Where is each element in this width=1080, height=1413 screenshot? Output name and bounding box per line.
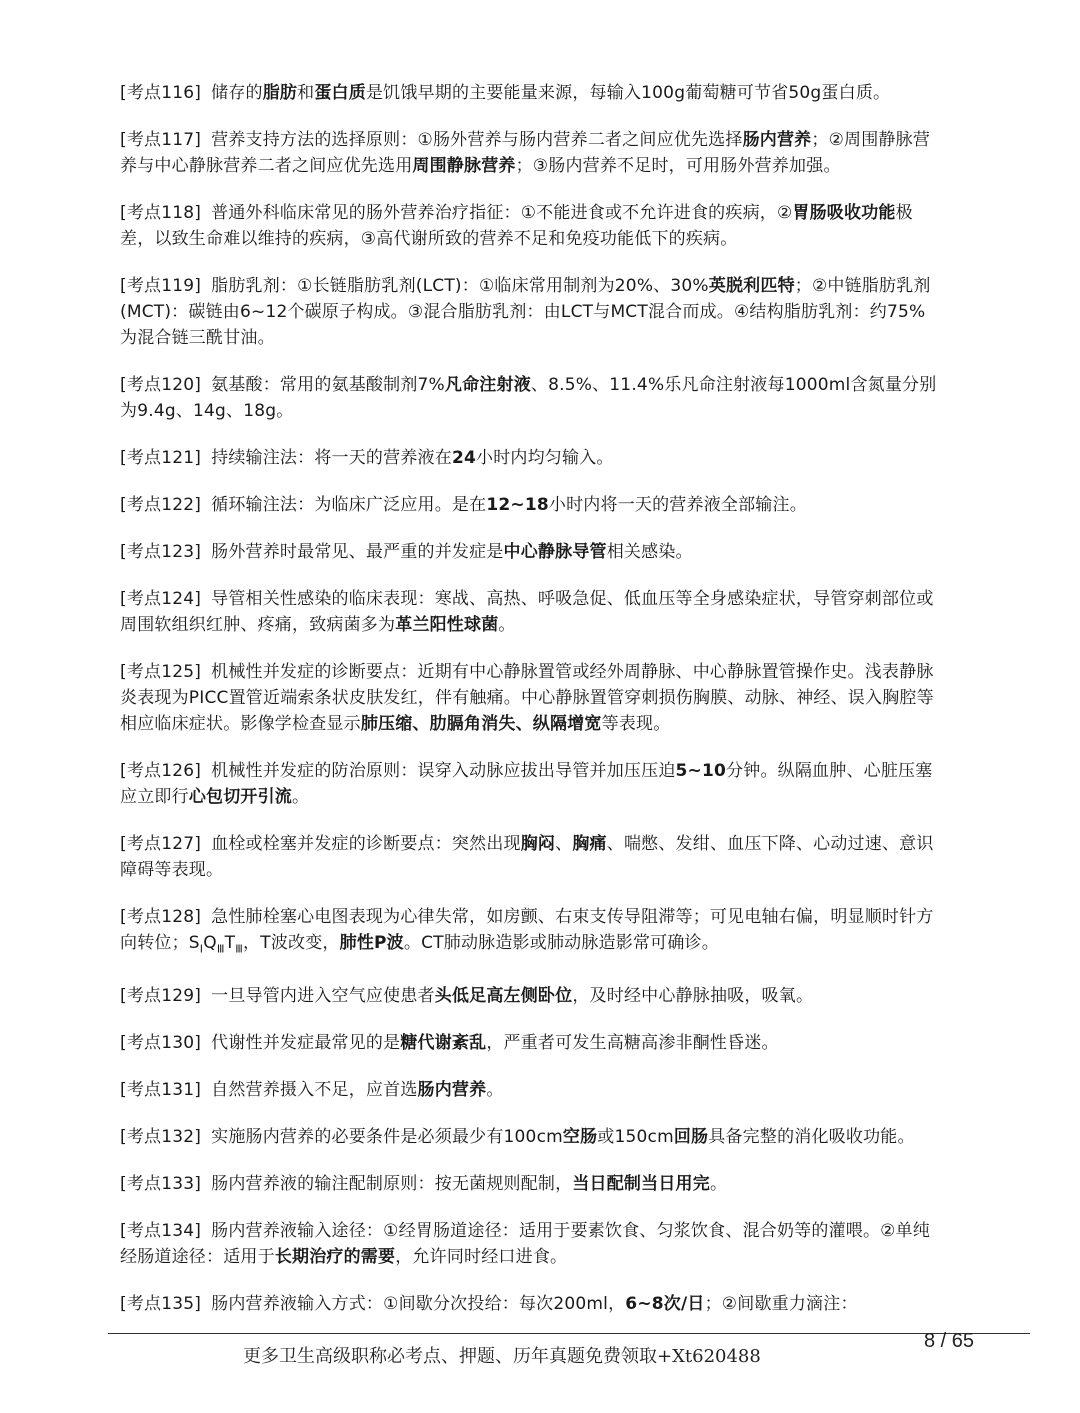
text-run: 机械性并发症的防治原则：误穿入动脉应拔出导管并加压压迫: [211, 761, 676, 781]
bold-keyword: 凡命注射液: [444, 375, 531, 395]
text-run: 、喘憋、发绀、血压下降、心动过速、意识障碍等表现。: [120, 834, 934, 880]
text-run: 是饥饿早期的主要能量来源，每输入100g葡萄糖可节省50g蛋白质。: [365, 83, 891, 103]
footer-divider: [108, 1333, 1030, 1334]
exam-point-tag: [考点119]: [120, 276, 202, 296]
exam-point-tag: [考点127]: [120, 834, 202, 854]
bold-keyword: 糖代谢紊乱: [400, 1033, 487, 1054]
exam-point-item: [120, 831, 938, 883]
exam-point-tag: [考点120]: [120, 375, 202, 395]
exam-point-item: [120, 1077, 938, 1103]
exam-point-tag: [考点124]: [120, 589, 202, 609]
exam-point-item: [120, 200, 938, 252]
exam-point-item: [120, 372, 938, 424]
bold-keyword: 胸闷: [520, 834, 556, 854]
bold-keyword: 6~8次/日: [625, 1294, 705, 1315]
text-run: ；③肠内营养不足时，可用肠外营养加强。: [515, 156, 841, 176]
text-run: 等表现。: [601, 714, 671, 734]
text-run: 储存的: [211, 83, 263, 103]
text-run: 小时内将一天的营养液全部输注。: [548, 495, 807, 515]
text-run: ；②间歇重力滴注：: [704, 1294, 858, 1315]
exam-point-item: [120, 539, 938, 565]
exam-point-item: [120, 273, 938, 351]
footer-promo-text: 更多卫生高级职称必考点、押题、历年真题免费领取+Xt620488: [243, 1346, 761, 1367]
text-run: 或150cm: [597, 1127, 674, 1148]
exam-point-tag: [考点133]: [120, 1174, 202, 1195]
exam-point-item: [120, 1291, 938, 1317]
bold-keyword: 空肠: [562, 1127, 598, 1148]
text-run: ；②周围静脉营养与中心静脉营养二者之间应优先选用: [120, 130, 931, 176]
bold-keyword: 蛋白质: [314, 83, 366, 103]
text-run: 。: [498, 615, 516, 635]
exam-point-tag: [考点135]: [120, 1294, 202, 1315]
subscript: Ⅲ: [235, 942, 244, 956]
bold-keyword: 肺压缩、肋膈角消失、纵隔增宽: [360, 714, 602, 734]
bold-keyword: 24: [451, 448, 476, 468]
text-run: ，严重者可发生高糖高渗非酮性昏迷。: [486, 1033, 779, 1054]
text-run: 持续输注法：将一天的营养液在: [211, 448, 452, 468]
exam-point-tag: [考点128]: [120, 907, 202, 927]
exam-point-tag: [考点134]: [120, 1221, 202, 1242]
exam-point-item: [120, 1218, 938, 1270]
text-run: 具备完整的消化吸收功能。: [708, 1127, 915, 1148]
exam-point-tag: [考点130]: [120, 1033, 202, 1054]
exam-point-tag: [考点116]: [120, 83, 202, 103]
subscript: Ⅲ: [216, 942, 225, 956]
text-run: 、: [555, 834, 573, 854]
bold-keyword: 革兰阳性球菌: [395, 615, 499, 635]
text-run: 营养支持方法的选择原则：①肠外营养与肠内营养二者之间应优先选择: [211, 130, 743, 150]
text-run: 极差，以致生命难以维持的疾病，③高代谢所致的营养不足和免疫功能低下的疾病。: [120, 203, 913, 249]
exam-point-tag: [考点126]: [120, 761, 202, 781]
bold-keyword: 肠内营养: [742, 130, 812, 150]
bold-keyword: 胃肠吸收功能: [792, 203, 896, 223]
text-run: ，允许同时经口进食。: [395, 1247, 568, 1268]
text-run: 血栓或栓塞并发症的诊断要点：突然出现: [211, 834, 521, 854]
exam-point-item: [120, 1030, 938, 1056]
text-run: 小时内均匀输入。: [476, 448, 614, 468]
bold-keyword: 肠内营养: [417, 1080, 487, 1101]
text-run: 。: [709, 1174, 728, 1195]
text-run: 实施肠内营养的必要条件是必须最少有100cm: [211, 1127, 563, 1148]
text-run: 急性肺栓塞心电图表现为心律失常，如房颤、右束支传导阻滞等；可见电轴右偏，明显顺时针方向转位；S: [120, 907, 934, 953]
text-run: 相关感染。: [606, 542, 693, 562]
exam-point-item: [120, 1171, 938, 1197]
text-run: 和: [297, 83, 315, 103]
exam-point-item: [120, 586, 938, 638]
exam-point-tag: [考点125]: [120, 662, 202, 682]
bold-keyword: 英脱利匹特: [708, 276, 795, 296]
exam-point-item: [120, 904, 938, 962]
text-run: 导管相关性感染的临床表现：寒战、高热、呼吸急促、低血压等全身感染症状，导管穿刺部位或周围软组织红肿、疼痛，致病菌多为: [120, 589, 934, 635]
text-run: 。: [486, 1080, 504, 1101]
exam-point-tag: [考点132]: [120, 1127, 202, 1148]
bold-keyword: 12~18: [486, 495, 549, 515]
bold-keyword: 回肠: [673, 1127, 709, 1148]
text-run: 。CT肺动脉造影或肺动脉造影常可确诊。: [403, 933, 719, 953]
bold-keyword: 心包切开引流: [188, 787, 293, 807]
exam-point-item: [120, 127, 938, 179]
bold-keyword: 脂肪: [262, 83, 298, 103]
text-run: ，及时经中心静脉抽吸，吸氧。: [572, 986, 814, 1007]
text-run: ；②中链脂肪乳剂(MCT)：碳链由6~12个碳原子构成。③混合脂肪乳剂：由LCT与MCT混合而成。④结构脂肪乳剂：约75%为混合链三酰甘油。: [120, 276, 931, 348]
text-run: 自然营养摄入不足，应首选: [211, 1080, 418, 1101]
exam-point-item: [120, 445, 938, 471]
text-run: 、8.5%、11.4%乐凡命注射液每1000ml含氮量分别为9.4g、14g、18g。: [120, 375, 937, 421]
page-number: 8 / 65: [924, 1330, 975, 1352]
exam-point-tag: [考点118]: [120, 203, 202, 223]
text-run: 代谢性并发症最常见的是: [211, 1033, 401, 1054]
bold-keyword: 长期治疗的需要: [274, 1247, 396, 1268]
bold-keyword: 周围静脉营养: [412, 156, 516, 176]
exam-point-tag: [考点121]: [120, 448, 202, 468]
bold-keyword: 当日配制当日用完: [572, 1174, 710, 1195]
text-run: 机械性并发症的诊断要点：近期有中心静脉置管或经外周静脉、中心静脉置管操作史。浅表静脉炎表现为PICC置管近端索条状皮肤发红，伴有触痛。中心静脉置管穿刺损伤胸膜、动脉、神经、误入胸腔等相应临床症状。影像学检查显示: [120, 662, 934, 734]
text-run: Q: [203, 933, 217, 953]
bold-keyword: 中心静脉导管: [503, 542, 607, 562]
bold-keyword: 胸痛: [572, 834, 607, 854]
exam-point-item: [120, 80, 938, 106]
exam-point-item: [120, 659, 938, 737]
subscript: Ⅰ: [199, 942, 204, 956]
text-run: 肠内营养液输入方式：①间歇分次投给：每次200ml，: [211, 1294, 626, 1315]
bold-keyword: 头低足高左侧卧位: [434, 986, 573, 1007]
text-run: 氨基酸：常用的氨基酸制剂7%: [211, 375, 445, 395]
document-body: [120, 80, 938, 1338]
text-run: 普通外科临床常见的肠外营养治疗指征：①不能进食或不允许进食的疾病，②: [211, 203, 793, 223]
exam-point-tag: [考点131]: [120, 1080, 202, 1101]
exam-point-item: [120, 758, 938, 810]
text-run: 肠外营养时最常见、最严重的并发症是: [211, 542, 504, 562]
exam-point-item: [120, 1124, 938, 1150]
bold-keyword: 肺性P波: [339, 933, 404, 953]
text-run: 分钟。纵隔血肿、心脏压塞应立即行: [120, 761, 933, 807]
text-run: T: [224, 933, 236, 953]
exam-point-tag: [考点122]: [120, 495, 202, 515]
bold-keyword: 5~10: [675, 761, 727, 781]
exam-point-tag: [考点117]: [120, 130, 202, 150]
exam-point-item: [120, 492, 938, 518]
exam-point-tag: [考点129]: [120, 986, 202, 1007]
text-run: 脂肪乳剂：①长链脂肪乳剂(LCT)：①临床常用制剂为20%、30%: [211, 276, 709, 296]
text-run: 循环输注法：为临床广泛应用。是在: [211, 495, 487, 515]
text-run: 肠内营养液输入途径：①经胃肠道途径：适用于要素饮食、匀浆饮食、混合奶等的灌喂。②单纯经肠道途径：适用于: [120, 1221, 931, 1268]
text-run: 。: [292, 787, 310, 807]
exam-point-tag: [考点123]: [120, 542, 202, 562]
text-run: 肠内营养液的输注配制原则：按无菌规则配制，: [211, 1174, 573, 1195]
exam-point-item: [120, 983, 938, 1009]
text-run: ，T波改变，: [243, 933, 340, 953]
text-run: 一旦导管内进入空气应使患者: [211, 986, 435, 1007]
